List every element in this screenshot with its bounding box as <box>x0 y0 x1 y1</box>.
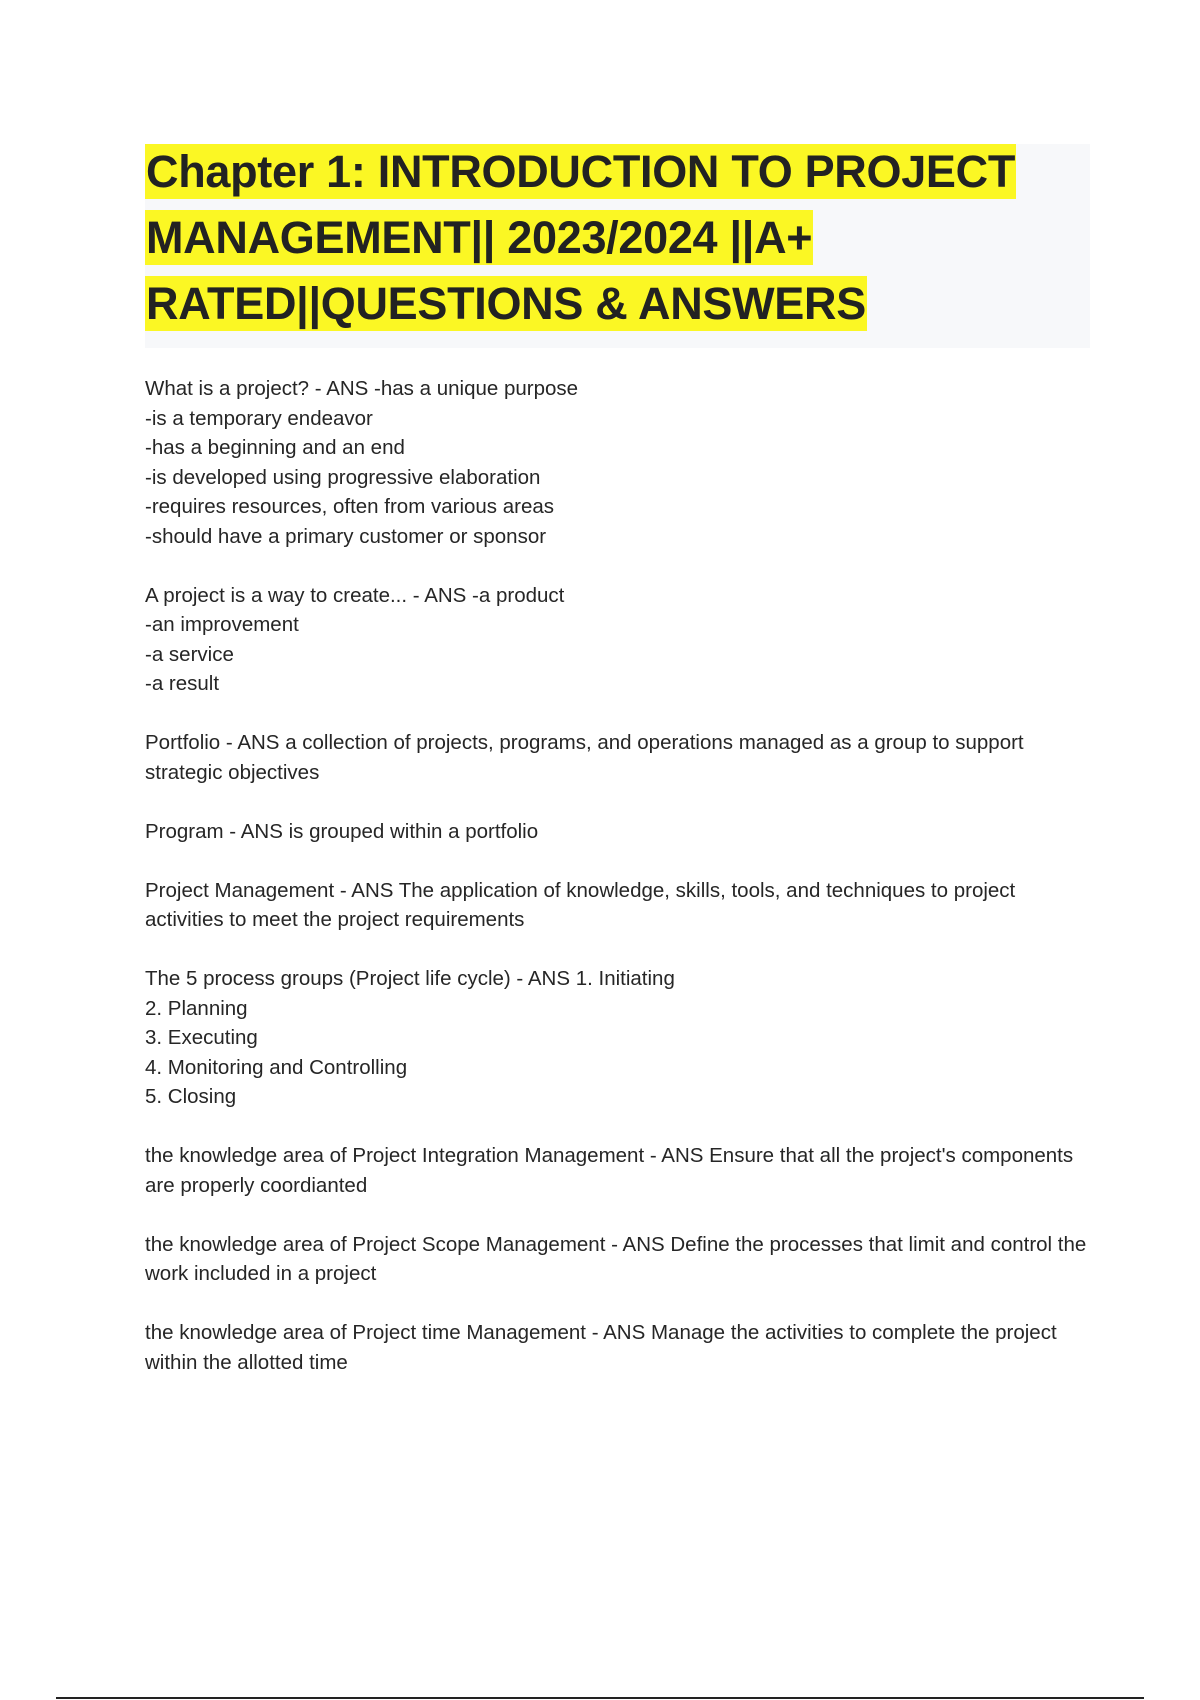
question-text: Program <box>145 819 224 843</box>
qa-first-line <box>145 1230 1090 1289</box>
qa-item <box>145 581 1090 699</box>
answer-text: is grouped within a portfolio <box>288 819 539 843</box>
qa-item <box>145 1141 1090 1200</box>
qa-item <box>145 1318 1090 1377</box>
title-line-2: MANAGEMENT|| 2023/2024 ||A+ <box>146 212 813 263</box>
answer-line: -is a temporary endeavor <box>145 406 373 430</box>
answer-label: ANS <box>240 819 283 843</box>
qa-list <box>145 374 1090 1407</box>
qa-first-line <box>145 964 1090 994</box>
question-separator: - <box>407 583 420 607</box>
qa-item <box>145 374 1090 551</box>
question-text: the knowledge area of Project Scope Management <box>145 1232 606 1256</box>
answer-line: 3. Executing <box>145 1026 258 1049</box>
answer-label: ANS <box>326 377 369 400</box>
question-separator: - <box>309 377 322 400</box>
answer-label: ANS <box>661 1144 704 1167</box>
answer-text: The application of knowledge, skills, tools, and techniques to project activities to meet the project requirements <box>145 878 1016 931</box>
answer-label: ANS <box>622 1232 665 1256</box>
answer-text: Ensure that all the project's components are properly coordianted <box>145 1144 1074 1197</box>
question-text: A project is a way to create... <box>145 583 408 607</box>
question-separator: - <box>605 1232 618 1256</box>
question-text: Project Management <box>145 878 335 902</box>
answer-text: 1. Initiating <box>575 967 675 990</box>
answer-line: -requires resources, often from various areas <box>145 495 555 518</box>
question-text: What is a project? <box>145 377 310 400</box>
answer-text: -a product <box>472 583 565 607</box>
qa-first-line <box>145 1141 1090 1200</box>
answer-label: ANS <box>424 583 467 607</box>
question-text: the knowledge area of Project Integration Management <box>145 1144 645 1167</box>
answer-label: ANS <box>603 1321 646 1344</box>
answer-label: ANS <box>527 967 570 990</box>
question-separator: - <box>223 819 237 843</box>
answer-line: 2. Planning <box>145 996 248 1020</box>
question-separator: - <box>510 967 524 990</box>
question-text: The 5 process groups (Project life cycle) <box>145 967 511 990</box>
qa-first-line <box>145 581 1090 611</box>
answer-line: 5. Closing <box>145 1085 237 1108</box>
qa-item <box>145 1230 1090 1289</box>
question-separator: - <box>586 1321 599 1344</box>
answer-label: ANS <box>351 878 394 902</box>
qa-item <box>145 964 1090 1112</box>
answer-label: ANS <box>237 731 280 754</box>
answer-line: -has a beginning and an end <box>145 436 405 459</box>
answer-line: -an improvement <box>145 613 299 636</box>
qa-item <box>145 817 1090 847</box>
qa-item <box>145 876 1090 935</box>
question-text: Portfolio <box>145 731 221 754</box>
answer-line: -is developed using progressive elaboration <box>145 465 541 489</box>
answer-line: -a service <box>145 642 234 666</box>
title-line-3: RATED||QUESTIONS & ANSWERS <box>146 278 866 329</box>
answer-text: Manage the activities to complete the project within the allotted time <box>145 1321 1057 1374</box>
footer-divider <box>56 1697 1144 1699</box>
qa-item <box>145 728 1090 787</box>
question-separator: - <box>644 1144 657 1167</box>
answer-line: -should have a primary customer or sponsor <box>145 524 547 548</box>
qa-first-line <box>145 817 1090 847</box>
answer-line: 4. Monitoring and Controlling <box>145 1055 408 1079</box>
qa-first-line <box>145 728 1090 787</box>
question-separator: - <box>220 731 233 754</box>
answer-text: Define the processes that limit and control the work included in a project <box>145 1232 1087 1285</box>
answer-text: a collection of projects, programs, and operations managed as a group to support strategic objectives <box>145 731 1024 784</box>
qa-first-line <box>145 876 1090 935</box>
question-separator: - <box>334 878 347 902</box>
title-block <box>145 144 1090 348</box>
answer-text: -has a unique purpose <box>374 377 579 400</box>
qa-first-line <box>145 1318 1090 1377</box>
answer-line: -a result <box>145 672 220 695</box>
question-text: the knowledge area of Project time Management <box>145 1321 587 1344</box>
title-line-1: Chapter 1: INTRODUCTION TO PROJECT <box>146 146 1016 197</box>
qa-first-line <box>145 374 1090 404</box>
